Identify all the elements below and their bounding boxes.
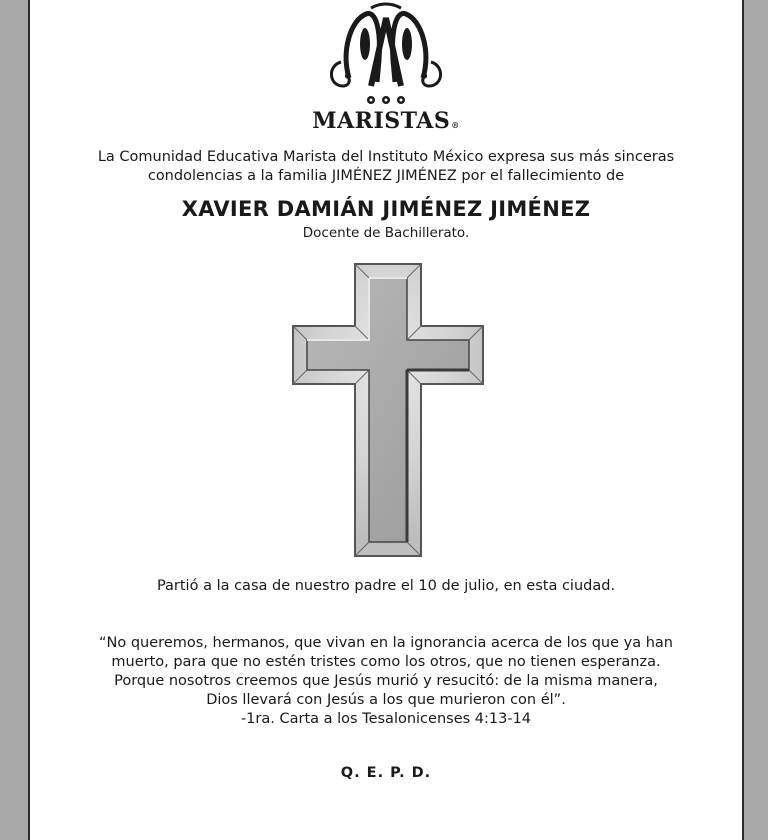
marian-monogram-icon [321, 0, 451, 108]
deceased-name: XAVIER DAMIÁN JIMÉNEZ JIMÉNEZ [181, 197, 591, 221]
cross-image [291, 262, 485, 558]
intro-line: La Comunidad Educativa Marista del Instituto México expresa sus más sinceras [97, 149, 675, 165]
deceased-role: Docente de Bachillerato. [302, 225, 470, 241]
registered-mark: ® [451, 120, 460, 130]
obituary-page [28, 0, 744, 840]
logo-wordmark-text: MARISTAS [312, 108, 451, 134]
quote-line: muerto, para que no estén tristes como los otros, que no tienen esperanza. [111, 654, 661, 670]
condolence-intro [50, 148, 722, 186]
cross-icon [291, 262, 485, 558]
intro-line: condolencias a la familia JIMÉNEZ JIMÉNEZ por el fallecimiento de [147, 168, 625, 184]
logo-wordmark [30, 108, 742, 134]
quote-line: “No queremos, hermanos, que vivan en la ignorancia acerca de los que ya han [99, 635, 673, 651]
quote-line: Porque nosotros creemos que Jesús murió y resucitó: de la misma manera, [114, 673, 658, 689]
quote-citation: -1ra. Carta a los Tesalonicenses 4:13-14 [240, 711, 532, 727]
scripture-quote [50, 634, 722, 729]
maristas-logo [30, 0, 742, 140]
closing-qepd: Q. E. P. D. [340, 765, 432, 781]
departed-notice: Partió a la casa de nuestro padre el 10 de julio, en esta ciudad. [156, 578, 616, 594]
quote-line: Dios llevará con Jesús a los que murieron con él”. [206, 692, 566, 708]
